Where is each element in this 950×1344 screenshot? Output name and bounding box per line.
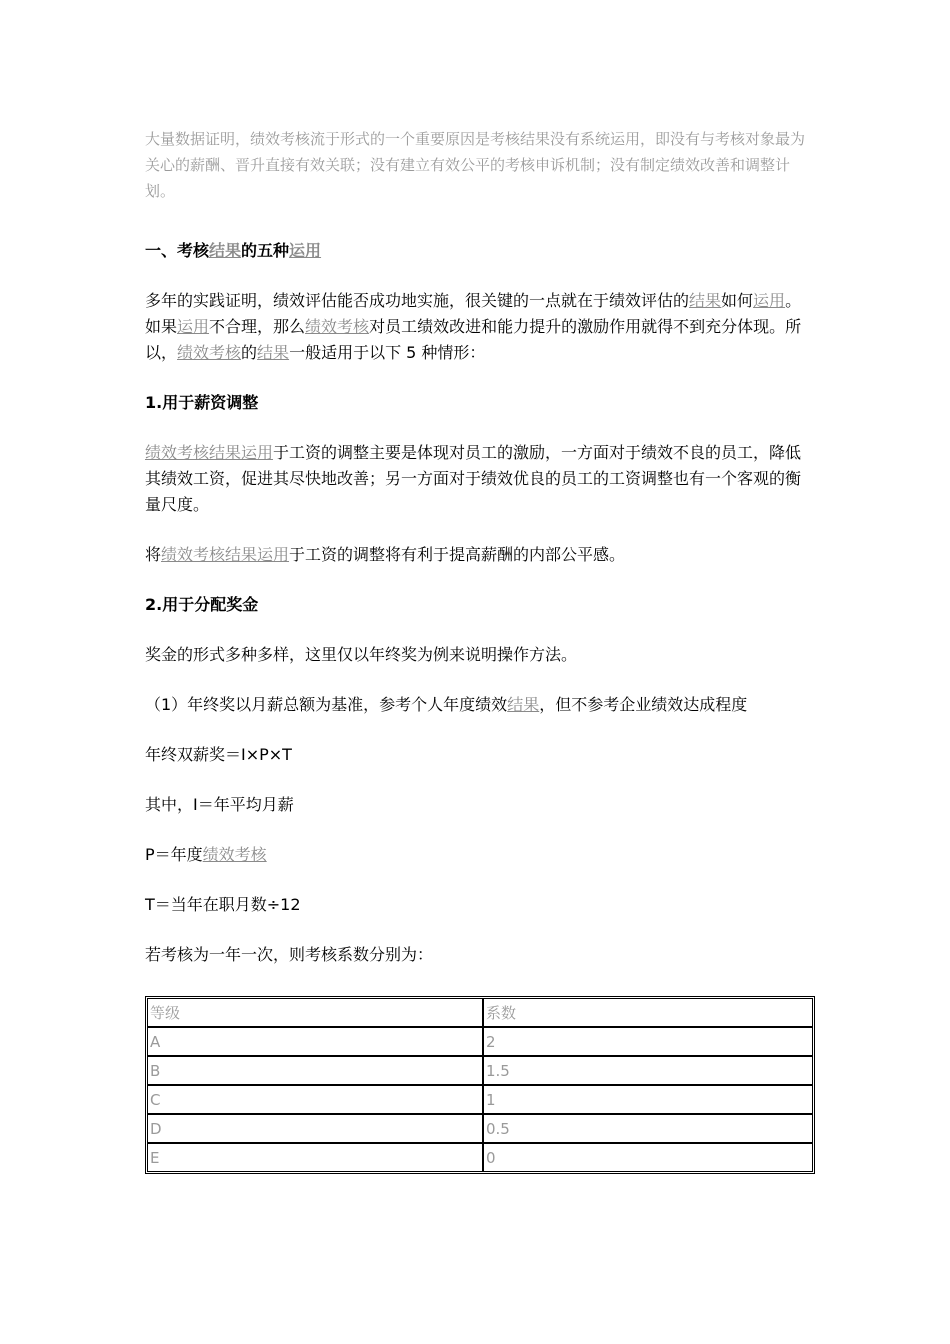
table-row <box>148 1086 812 1115</box>
paragraph-year-end-bonus <box>145 692 815 718</box>
link-appraisal-result-application[interactable]: 绩效考核结果运用 <box>161 545 290 564</box>
text-span: 的 <box>241 343 258 362</box>
text-span: 如何 <box>721 291 754 310</box>
link-appraisal-result-application[interactable]: 绩效考核结果运用 <box>145 443 274 462</box>
formula-definition-i: 其中，I＝年平均月薪 <box>145 795 294 814</box>
cell-coefficient: 1 <box>484 1086 812 1115</box>
link-performance-appraisal[interactable]: 绩效考核 <box>177 343 242 362</box>
link-result[interactable]: 结果 <box>689 291 722 310</box>
intro-paragraph: 大量数据证明，绩效考核流于形式的一个重要原因是考核结果没有系统运用，即没有与考核对象最为关心的薪酬、晋升直接有效关联；没有建立有效公平的考核申诉机制；没有制定绩效改善和调整计划。 <box>145 130 806 200</box>
paragraph-practice <box>145 288 815 366</box>
table-row <box>148 1144 812 1171</box>
header-coefficient: 系数 <box>484 999 812 1028</box>
paragraph-bonus-forms: 奖金的形式多种多样，这里仅以年终奖为例来说明操作方法。 <box>145 645 578 664</box>
table-header-row <box>148 999 812 1028</box>
text-span: 于工资的调整主要是体现对员工的激励，一方面对于绩效不良的员工，降低其绩效工资，促进其尽快地改善；另一方面对于绩效优良的员工的工资调整也有一个客观的衡量尺度。 <box>145 443 802 514</box>
link-application[interactable]: 运用 <box>289 241 322 260</box>
cell-grade: B <box>148 1057 484 1086</box>
cell-grade: E <box>148 1144 484 1171</box>
section-heading-1 <box>145 238 815 264</box>
grade-coefficient-table <box>145 996 815 1174</box>
text-span: 多年的实践证明，绩效评估能否成功地实施，很关键的一点就在于绩效评估的 <box>145 291 690 310</box>
formula-definition-p <box>145 842 815 868</box>
text-span: 。如果 <box>145 291 802 336</box>
text-span: 一般适用于以下 5 种情形： <box>289 343 486 362</box>
formula-line: 年终双薪奖＝I×P×T <box>145 745 292 764</box>
link-result[interactable]: 结果 <box>507 695 540 714</box>
section-heading-text: 一、考核 <box>145 241 210 260</box>
header-grade: 等级 <box>148 999 484 1028</box>
link-performance-appraisal[interactable]: 绩效考核 <box>202 845 267 864</box>
table-row <box>148 1115 812 1144</box>
cell-coefficient: 2 <box>484 1028 812 1057</box>
formula-definition-t: T＝当年在职月数÷12 <box>145 895 301 914</box>
link-result[interactable]: 结果 <box>209 241 242 260</box>
link-application[interactable]: 运用 <box>177 317 210 336</box>
link-application[interactable]: 运用 <box>753 291 786 310</box>
cell-grade: C <box>148 1086 484 1115</box>
text-span: 将 <box>145 545 162 564</box>
cell-grade: D <box>148 1115 484 1144</box>
link-result[interactable]: 结果 <box>257 343 290 362</box>
heading-salary-adjustment: 1.用于薪资调整 <box>145 393 259 412</box>
text-span: 于工资的调整将有利于提高薪酬的内部公平感。 <box>289 545 626 564</box>
text-span: ，但不参考企业绩效达成程度 <box>539 695 748 714</box>
text-span: （1）年终奖以月薪总额为基准，参考个人年度绩效 <box>145 695 508 714</box>
table-row <box>148 1028 812 1057</box>
table-row <box>148 1057 812 1086</box>
cell-grade: A <box>148 1028 484 1057</box>
section-heading-text: 的五种 <box>241 241 290 260</box>
paragraph-fairness <box>145 542 815 568</box>
text-span: 不合理，那么 <box>209 317 306 336</box>
heading-bonus-distribution: 2.用于分配奖金 <box>145 595 259 614</box>
cell-coefficient: 0 <box>486 1149 496 1167</box>
text-span: 对员工绩效改进和能力提升的激励作用就得不到充分体现。所以， <box>145 317 802 362</box>
paragraph-coefficients-intro: 若考核为一年一次，则考核系数分别为： <box>145 945 434 964</box>
document-body <box>145 126 815 1174</box>
text-span: P＝年度 <box>145 845 203 864</box>
cell-coefficient: 0.5 <box>484 1115 812 1144</box>
link-performance-appraisal[interactable]: 绩效考核 <box>305 317 370 336</box>
cell-coefficient: 1.5 <box>484 1057 812 1086</box>
paragraph-salary <box>145 440 815 518</box>
